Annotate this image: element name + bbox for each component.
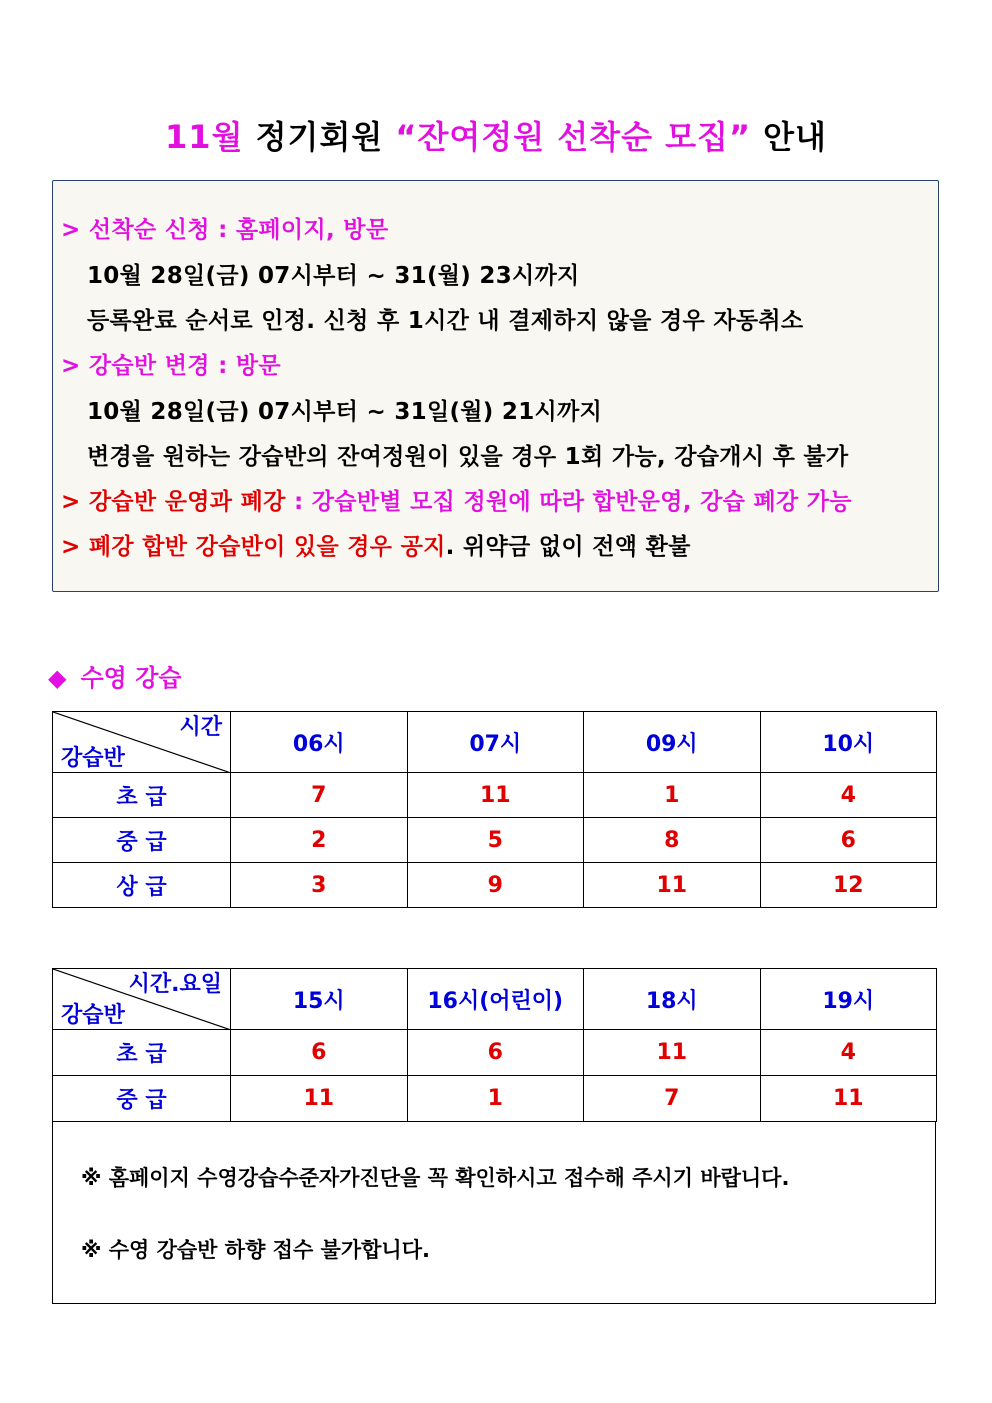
table-cell: 6 [407, 1030, 584, 1076]
table-row [53, 773, 937, 818]
table-header-row [53, 969, 937, 1030]
corner-time-label: 시간.요일 [128, 972, 222, 997]
corner-class-label: 강습반 [61, 1003, 125, 1028]
notice-operation-heading: > 강습반 운영과 폐강 [61, 489, 286, 515]
table-cell: 11 [584, 863, 761, 908]
schedule-table-morning [52, 711, 937, 908]
table-cell: 11 [760, 1076, 937, 1122]
table-cell: 6 [231, 1030, 408, 1076]
schedule-table-evening [52, 968, 937, 1122]
note-self-assessment: ※ 홈페이지 수영강습수준자가진단을 꼭 확인하시고 접수해 주시기 바랍니다. [81, 1166, 790, 1190]
corner-class-label: 강습반 [61, 746, 125, 771]
table-cell: 5 [407, 818, 584, 863]
table-row [53, 818, 937, 863]
row-label: 중 급 [53, 1076, 231, 1122]
table-cell: 7 [584, 1076, 761, 1122]
notice-apply-period: 10월 28일(금) 07시부터 ~ 31(월) 23시까지 [87, 263, 580, 289]
time-header: 18시 [584, 969, 761, 1030]
table-cell: 6 [760, 818, 937, 863]
notice-change-period: 10월 28일(금) 07시부터 ~ 31일(월) 21시까지 [87, 399, 603, 425]
notice-closure-heading: > 폐강 합반 강습반이 있을 경우 공지 [61, 534, 446, 560]
corner-cell [53, 969, 231, 1030]
row-label: 초 급 [53, 1030, 231, 1076]
time-header: 15시 [231, 969, 408, 1030]
table-cell: 1 [584, 773, 761, 818]
diamond-icon: ◆ [48, 664, 67, 692]
table-cell: 4 [760, 773, 937, 818]
time-header: 07시 [407, 712, 584, 773]
corner-time-label: 시간 [179, 715, 222, 740]
note-no-downgrade: ※ 수영 강습반 하향 접수 불가합니다. [81, 1238, 430, 1262]
notice-change-rule: 변경을 원하는 강습반의 잔여정원이 있을 경우 1회 가능, 강습개시 후 불가 [87, 444, 849, 470]
row-label: 초 급 [53, 773, 231, 818]
notes-box [52, 1122, 936, 1304]
notice-closure-text: . 위약금 없이 전액 환불 [445, 534, 691, 560]
table-cell: 7 [231, 773, 408, 818]
table-cell: 3 [231, 863, 408, 908]
table-cell: 2 [231, 818, 408, 863]
table-cell: 9 [407, 863, 584, 908]
title-highlight: “잔여정원 선착순 모집” [395, 118, 751, 156]
notice-operation-line [61, 483, 852, 516]
time-header: 09시 [584, 712, 761, 773]
title-month: 11월 [165, 118, 244, 156]
table-cell: 12 [760, 863, 937, 908]
title-suffix: 안내 [750, 118, 827, 156]
table-header-row [53, 712, 937, 773]
time-header: 10시 [760, 712, 937, 773]
time-header: 16시(어린이) [407, 969, 584, 1030]
table-cell: 11 [231, 1076, 408, 1122]
table-row [53, 863, 937, 908]
table-cell: 4 [760, 1030, 937, 1076]
table-row [53, 1030, 937, 1076]
page-title [0, 112, 992, 158]
notice-change-heading: > 강습반 변경 : 방문 [61, 353, 281, 379]
time-header: 19시 [760, 969, 937, 1030]
notice-apply-heading: > 선착순 신청 : 홈페이지, 방문 [61, 217, 389, 243]
corner-cell [53, 712, 231, 773]
table-cell: 1 [407, 1076, 584, 1122]
table-cell: 8 [584, 818, 761, 863]
time-header: 06시 [231, 712, 408, 773]
section-label: 수영 강습 [80, 664, 182, 692]
row-label: 중 급 [53, 818, 231, 863]
notice-box [52, 180, 939, 592]
table-row [53, 1076, 937, 1122]
notice-operation-text: : 강습반별 모집 정원에 따라 합반운영, 강습 폐강 가능 [285, 489, 852, 515]
title-membership: 정기회원 [243, 118, 396, 156]
section-heading [48, 658, 182, 693]
table-cell: 11 [584, 1030, 761, 1076]
notice-apply-rule: 등록완료 순서로 인정. 신청 후 1시간 내 결제하지 않을 경우 자동취소 [87, 308, 804, 334]
notice-closure-line [61, 528, 691, 561]
table-cell: 11 [407, 773, 584, 818]
row-label: 상 급 [53, 863, 231, 908]
